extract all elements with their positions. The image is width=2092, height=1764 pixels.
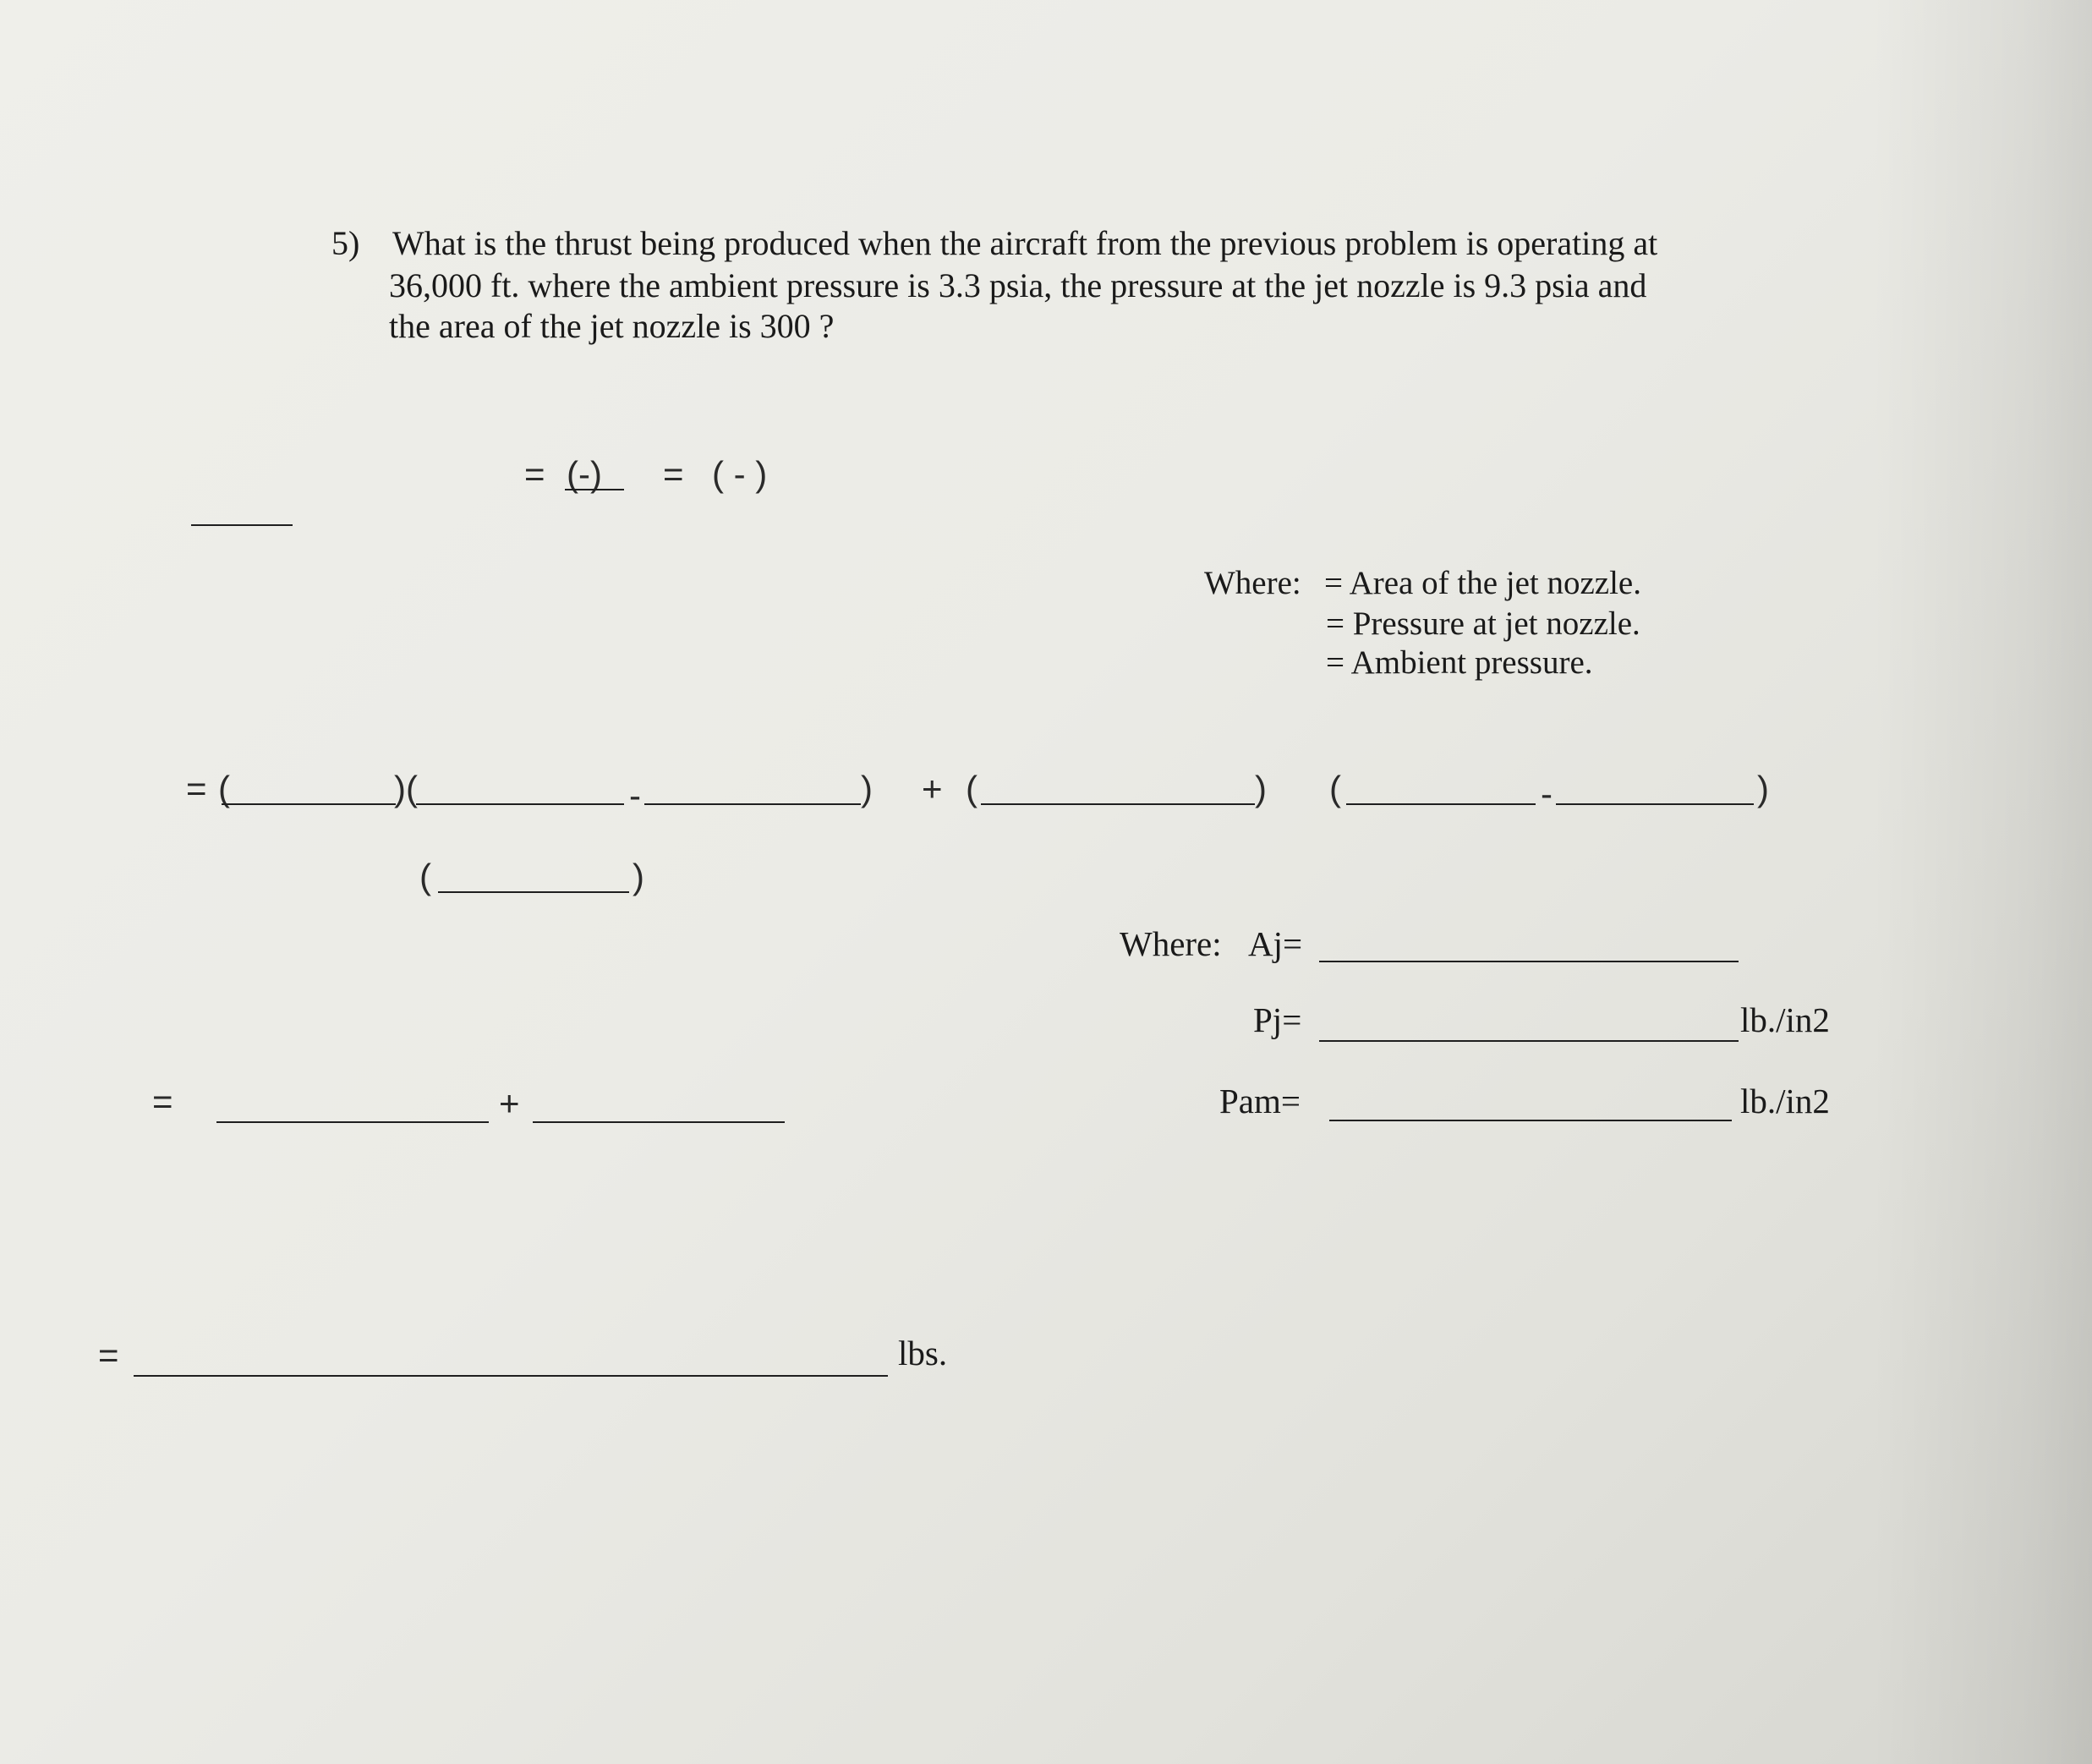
substitution-close-paren-2: ) (861, 769, 873, 808)
values-where-label: Where: (1120, 924, 1222, 963)
page-shadow (1872, 0, 2092, 1764)
pam-unit: lb./in2 (1740, 1082, 1830, 1120)
pam-label: Pam= (1219, 1082, 1301, 1120)
thrust-symbol-blank[interactable] (191, 524, 293, 526)
pj-value-input[interactable] (1319, 1040, 1739, 1042)
blank-momentum-thrust-input[interactable] (216, 1121, 489, 1123)
result-unit: lbs. (898, 1334, 948, 1372)
substitution-close-paren-4: ) (1757, 769, 1769, 808)
substitution-equals: = (186, 769, 207, 808)
blank-nozzle-area-input[interactable] (981, 803, 1255, 805)
blank-nozzle-pressure-input[interactable] (1346, 803, 1536, 805)
blank-gravity-input[interactable] (438, 891, 629, 893)
substitution-open-paren: ( (218, 769, 230, 808)
blank-inlet-velocity-input[interactable] (644, 803, 861, 805)
formula-equals-2: = (663, 454, 684, 494)
pj-unit: lb./in2 (1740, 1000, 1830, 1039)
definition-area: = Area of the jet nozzle. (1324, 565, 1641, 601)
aj-label: Aj= (1248, 924, 1303, 963)
substitution-minus-1: - (629, 775, 641, 815)
substitution-open-paren-4: ( (1329, 769, 1341, 808)
definitions-where-label: Where: (1204, 565, 1301, 601)
denominator-close-paren: ) (633, 857, 644, 896)
result-thrust-input[interactable] (134, 1375, 888, 1377)
formula-equals: = (524, 454, 545, 494)
pj-label: Pj= (1253, 1000, 1302, 1039)
formula-underline (565, 489, 624, 490)
denominator-open-paren: ( (419, 857, 431, 896)
question-line-2: 36,000 ft. where the ambient pressure is 3.3 psia, the pressure at the jet nozzle is 9.3 psia and (389, 266, 1647, 304)
substitution-plus: + (922, 769, 943, 808)
question-line-3: the area of the jet nozzle is 300 ? (389, 307, 835, 345)
definition-ambient-pressure: = Ambient pressure. (1326, 644, 1593, 681)
blank-pressure-thrust-input[interactable] (533, 1121, 785, 1123)
substitution-open-paren-3: ( (966, 769, 978, 808)
question-line-1: What is the thrust being produced when the aircraft from the previous problem is operating at (392, 224, 1658, 262)
substitution-close-paren-3: ) (1255, 769, 1267, 808)
formula-fraction-2: ( - ) (712, 454, 768, 494)
aj-value-input[interactable] (1319, 961, 1739, 962)
definition-nozzle-pressure: = Pressure at jet nozzle. (1326, 605, 1640, 642)
result-equals: = (98, 1335, 119, 1375)
question-number: 5) (331, 224, 360, 262)
sum-equals: = (152, 1082, 173, 1121)
blank-nozzle-velocity-input[interactable] (416, 803, 624, 805)
formula-fraction-1: (-) (567, 454, 602, 494)
pam-value-input[interactable] (1329, 1120, 1732, 1121)
sum-plus: + (499, 1083, 520, 1123)
blank-area-input[interactable] (222, 803, 396, 805)
substitution-minus-2: - (1541, 774, 1553, 814)
blank-ambient-pressure-input[interactable] (1556, 803, 1754, 805)
substitution-close-open-paren: )( (394, 769, 418, 808)
